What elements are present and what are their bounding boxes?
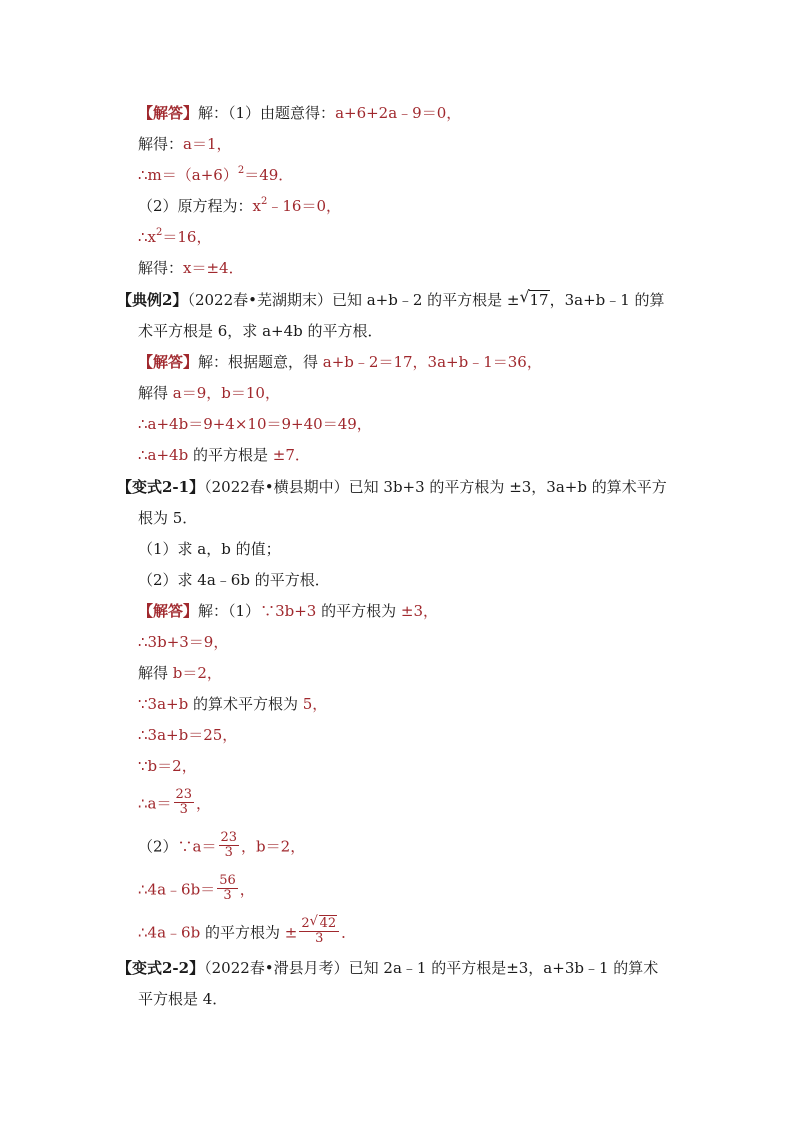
text-segment: x＝±4．: [183, 259, 244, 277]
text-line: [138, 103, 461, 123]
text-line: [117, 477, 667, 497]
text-line: [138, 383, 280, 403]
text-line: [138, 632, 228, 652]
text-line: [138, 196, 341, 216]
text-segment: b＝2，: [172, 664, 222, 682]
text-line: [138, 414, 372, 434]
text-segment: 平方根是 4．: [138, 990, 228, 1008]
text-segment: ，3a+b﹣1 的算: [549, 291, 665, 309]
text-segment: ∴3b+3＝9，: [138, 633, 229, 651]
text-segment: 解得：: [138, 259, 184, 277]
superscript: 2: [237, 165, 245, 176]
text-segment: 的平方根是: [188, 446, 273, 464]
text-segment: 5，: [302, 695, 328, 713]
text-segment: 解得: [138, 384, 173, 402]
text-segment: ±: [284, 923, 298, 942]
text-line: [138, 258, 244, 278]
text-segment: ＝16，: [162, 228, 212, 246]
text-segment: ∴a+4b: [138, 446, 189, 464]
text-segment: ∴4a﹣6b＝: [138, 880, 216, 899]
text-line: [117, 958, 658, 978]
text-line: [138, 914, 357, 946]
text-segment: ，: [196, 794, 212, 813]
text-segment: ∴x: [138, 228, 157, 246]
text-segment: 解：（1）由题意得：: [198, 104, 336, 122]
text-segment: 解得：: [138, 135, 184, 153]
text-line: [117, 287, 665, 310]
text-line: [138, 787, 212, 817]
text-segment: ∴m＝（a+6）: [138, 166, 238, 184]
text-segment: 【解答】: [138, 602, 199, 620]
text-segment: （2）: [138, 837, 178, 856]
text-segment: （2022春•滑县月考）已知 2a﹣1 的平方根是±3，a+3b﹣1 的算术: [204, 959, 659, 977]
superscript: 2: [156, 227, 163, 238]
text-segment: ∴a+4b＝9+4×10＝9+40＝49，: [138, 415, 372, 433]
text-line: [138, 663, 222, 683]
text-segment: 【解答】: [138, 104, 199, 122]
text-line: [138, 134, 232, 154]
fraction: $\frac{23}{3}$: [175, 787, 193, 817]
text-segment: （2022春•芜湖期末）已知 a+b﹣2 的平方根是 ±: [187, 291, 520, 309]
text-segment: （1）求 a，b 的值；: [138, 540, 281, 558]
text-segment: 【变式2-1】: [117, 478, 205, 496]
fraction: $\frac{23}{3}$: [220, 830, 238, 860]
text-segment: ∵3a+b: [138, 695, 189, 713]
text-line: [138, 539, 281, 559]
superscript: 2: [261, 196, 268, 207]
text-line: [138, 165, 293, 185]
text-segment: 的算术平方根为: [188, 695, 303, 713]
text-line: [138, 321, 383, 341]
text-segment: 的平方根为: [316, 602, 401, 620]
fraction: 2 √ 42 3: [299, 917, 339, 946]
text-segment: x: [252, 197, 262, 215]
text-line: [138, 227, 211, 247]
text-line: [138, 508, 197, 528]
text-segment: ∵a＝: [177, 837, 217, 856]
text-segment: ﹣16＝0，: [267, 197, 342, 215]
text-line: [138, 570, 330, 590]
text-segment: a＝1，: [183, 135, 232, 153]
square-root: √ 17: [519, 287, 549, 309]
text-segment: ＝49．: [244, 166, 294, 184]
text-line: [138, 694, 327, 714]
text-segment: 术平方根是 6，求 a+4b 的平方根．: [138, 322, 383, 340]
text-segment: ∵3b+3: [260, 602, 317, 620]
text-segment: 【解答】: [138, 353, 199, 371]
text-segment: ∴3a+b＝25，: [138, 726, 238, 744]
text-segment: （2）原方程为：: [138, 197, 253, 215]
text-segment: ．: [341, 923, 357, 942]
text-segment: 根为 5．: [138, 509, 198, 527]
text-segment: （2022春•横县期中）已知 3b+3 的平方根为 ±3，3a+b 的算术平方: [204, 478, 667, 496]
text-segment: ∵b＝2，: [138, 757, 197, 775]
text-segment: ±3，: [400, 602, 438, 620]
text-segment: ±7．: [272, 446, 310, 464]
fraction: $\frac{56}{3}$: [219, 873, 236, 903]
text-line: [138, 725, 237, 745]
text-segment: a+6+2a﹣9＝0，: [335, 104, 462, 122]
text-segment: 的平方根为: [200, 923, 285, 942]
text-line: [138, 989, 227, 1009]
text-segment: 解：（1）: [198, 602, 261, 620]
text-line: [138, 756, 197, 776]
text-line: [138, 873, 255, 903]
text-segment: 【变式2-2】: [117, 959, 205, 977]
text-line: [138, 830, 306, 860]
text-line: [138, 352, 542, 372]
text-segment: a+b﹣2＝17，3a+b﹣1＝36，: [322, 353, 542, 371]
text-segment: a＝9，b＝10，: [172, 384, 280, 402]
text-segment: ∴a＝: [138, 794, 172, 813]
square-root: √ 42: [309, 914, 337, 931]
text-segment: 解：根据题意，得: [198, 353, 323, 371]
text-segment: （2）求 4a﹣6b 的平方根．: [138, 571, 330, 589]
text-segment: 解得: [138, 664, 173, 682]
text-segment: 【典例2】: [117, 291, 188, 309]
text-segment: ，: [239, 880, 255, 899]
text-segment: ∴4a﹣6b: [138, 923, 201, 942]
text-line: [138, 601, 438, 621]
text-segment: ，b＝2，: [241, 837, 306, 856]
text-line: [138, 445, 310, 465]
